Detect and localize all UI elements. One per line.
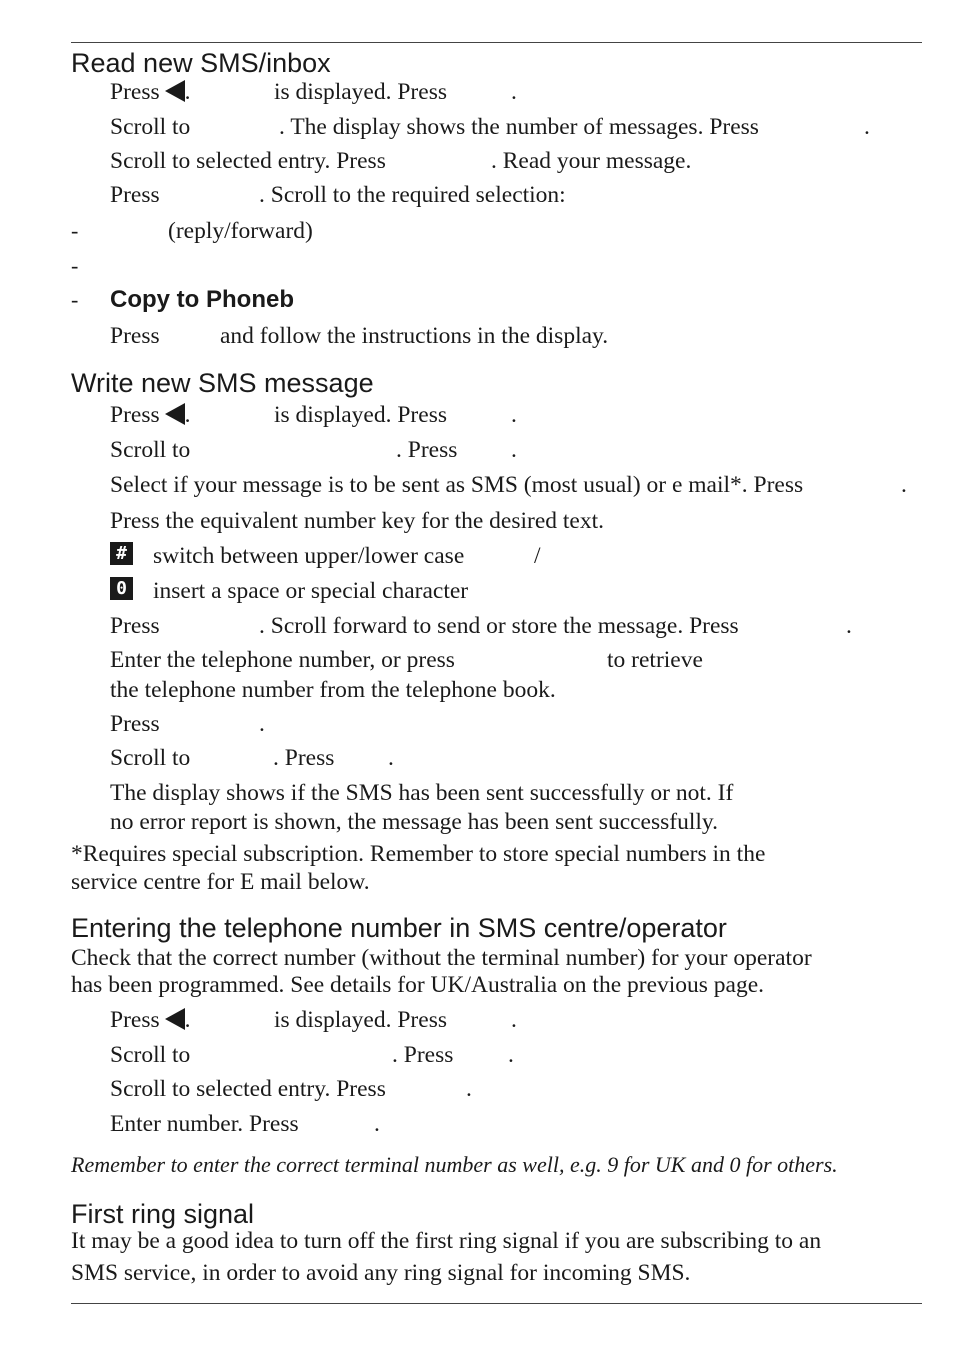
s3-line1: Press . (110, 1007, 191, 1033)
s2-line3: Select if your message is to be sent as SMS (most usual) or e mail*. Press (110, 472, 804, 498)
left-arrow-key-icon (165, 403, 185, 425)
heading-read-sms: Read new SMS/inbox (71, 48, 331, 78)
s1-line5: Press (110, 323, 160, 349)
s2-line2-c: . (511, 437, 517, 463)
s2-line9-b: no error report is shown, the message has been sent successfully. (110, 809, 719, 835)
s2-line5: Press (110, 613, 160, 639)
s1-line2: Scroll to (110, 114, 191, 140)
zero-key-icon: 0 (110, 577, 133, 600)
option-dash-2: - (71, 253, 79, 278)
s4-para-1: It may be a good idea to turn off the first ring signal if you are subscribing to an (71, 1228, 822, 1254)
s2-line5-b: . Scroll forward to send or store the message. Press (259, 613, 739, 639)
s3-note: Remember to enter the correct terminal number as well, e.g. 9 for UK and 0 for others. (71, 1152, 838, 1177)
s2-line5-c: . (846, 613, 852, 639)
s3-line4-b: . (374, 1111, 380, 1137)
s3-line2-b: . Press (392, 1042, 454, 1068)
s1-line4-b: . Scroll to the required selection: (259, 182, 566, 208)
s1-line5-b: and follow the instructions in the display. (220, 323, 609, 349)
option-reply-forward: (reply/forward) (168, 218, 313, 244)
s1-line1-c: . (511, 79, 517, 105)
s2-line7: Press (110, 711, 160, 737)
s2-key-zero-text: insert a space or special character (153, 578, 469, 604)
s2-key-hash-text: switch between upper/lower case (153, 543, 465, 569)
s2-line4: Press the equivalent number key for the desired text. (110, 508, 605, 534)
heading-sms-centre: Entering the telephone number in SMS centre/operator (71, 913, 727, 943)
s3-line1-b: is displayed. Press (274, 1007, 447, 1033)
s2-line8-c: . (388, 745, 394, 771)
s2-key-hash-slash: / (534, 543, 541, 569)
s1-line2-b: . The display shows the number of messages. Press (279, 114, 759, 140)
option-dash-1: - (71, 218, 79, 243)
option-dash-3: - (71, 287, 79, 312)
option-copy-to-phonebook: Copy to Phoneb (110, 286, 294, 313)
s1-line2-c: . (864, 114, 870, 140)
s2-line1-b: is displayed. Press (274, 402, 447, 428)
s2-line2-b: . Press (396, 437, 458, 463)
left-arrow-key-icon (165, 1008, 185, 1030)
s3-line1-c: . (511, 1007, 517, 1033)
s3-para-1: Check that the correct number (without the terminal number) for your operator (71, 945, 812, 971)
s1-line4: Press (110, 182, 160, 208)
s1-line1: Press . (110, 79, 191, 105)
s1-line1-b: is displayed. Press (274, 79, 447, 105)
s2-line1-c: . (511, 402, 517, 428)
bottom-rule (71, 1303, 922, 1304)
s4-para-2: SMS service, in order to avoid any ring signal for incoming SMS. (71, 1260, 691, 1286)
s2-line9: The display shows if the SMS has been sent successfully or not. If (110, 780, 734, 806)
hash-key-icon: # (110, 542, 133, 565)
s2-line2: Scroll to (110, 437, 191, 463)
s2-line1: Press . (110, 402, 191, 428)
s3-line2: Scroll to (110, 1042, 191, 1068)
s2-line7-b: . (259, 711, 265, 737)
s2-line3-b: . (901, 472, 907, 498)
s3-para-2: has been programmed. See details for UK/Australia on the previous page. (71, 972, 765, 998)
top-rule (71, 42, 922, 43)
heading-first-ring: First ring signal (71, 1199, 255, 1229)
s1-line3-b: . Read your message. (491, 148, 692, 174)
left-arrow-key-icon (165, 80, 185, 102)
s2-footnote-1: *Requires special subscription. Remember to store special numbers in the (71, 841, 766, 867)
s3-line4: Enter number. Press (110, 1111, 299, 1137)
s2-footnote-2: service centre for E mail below. (71, 869, 370, 895)
s2-line6-b: to retrieve (607, 647, 703, 673)
s3-line2-c: . (508, 1042, 514, 1068)
s2-line8-b: . Press (273, 745, 335, 771)
s2-line8: Scroll to (110, 745, 191, 771)
s1-line3: Scroll to selected entry. Press (110, 148, 386, 174)
s3-line3: Scroll to selected entry. Press (110, 1076, 386, 1102)
s2-line6: Enter the telephone number, or press (110, 647, 455, 673)
s2-line6-c: the telephone number from the telephone book. (110, 677, 556, 703)
s3-line3-b: . (466, 1076, 472, 1102)
heading-write-sms: Write new SMS message (71, 368, 374, 398)
